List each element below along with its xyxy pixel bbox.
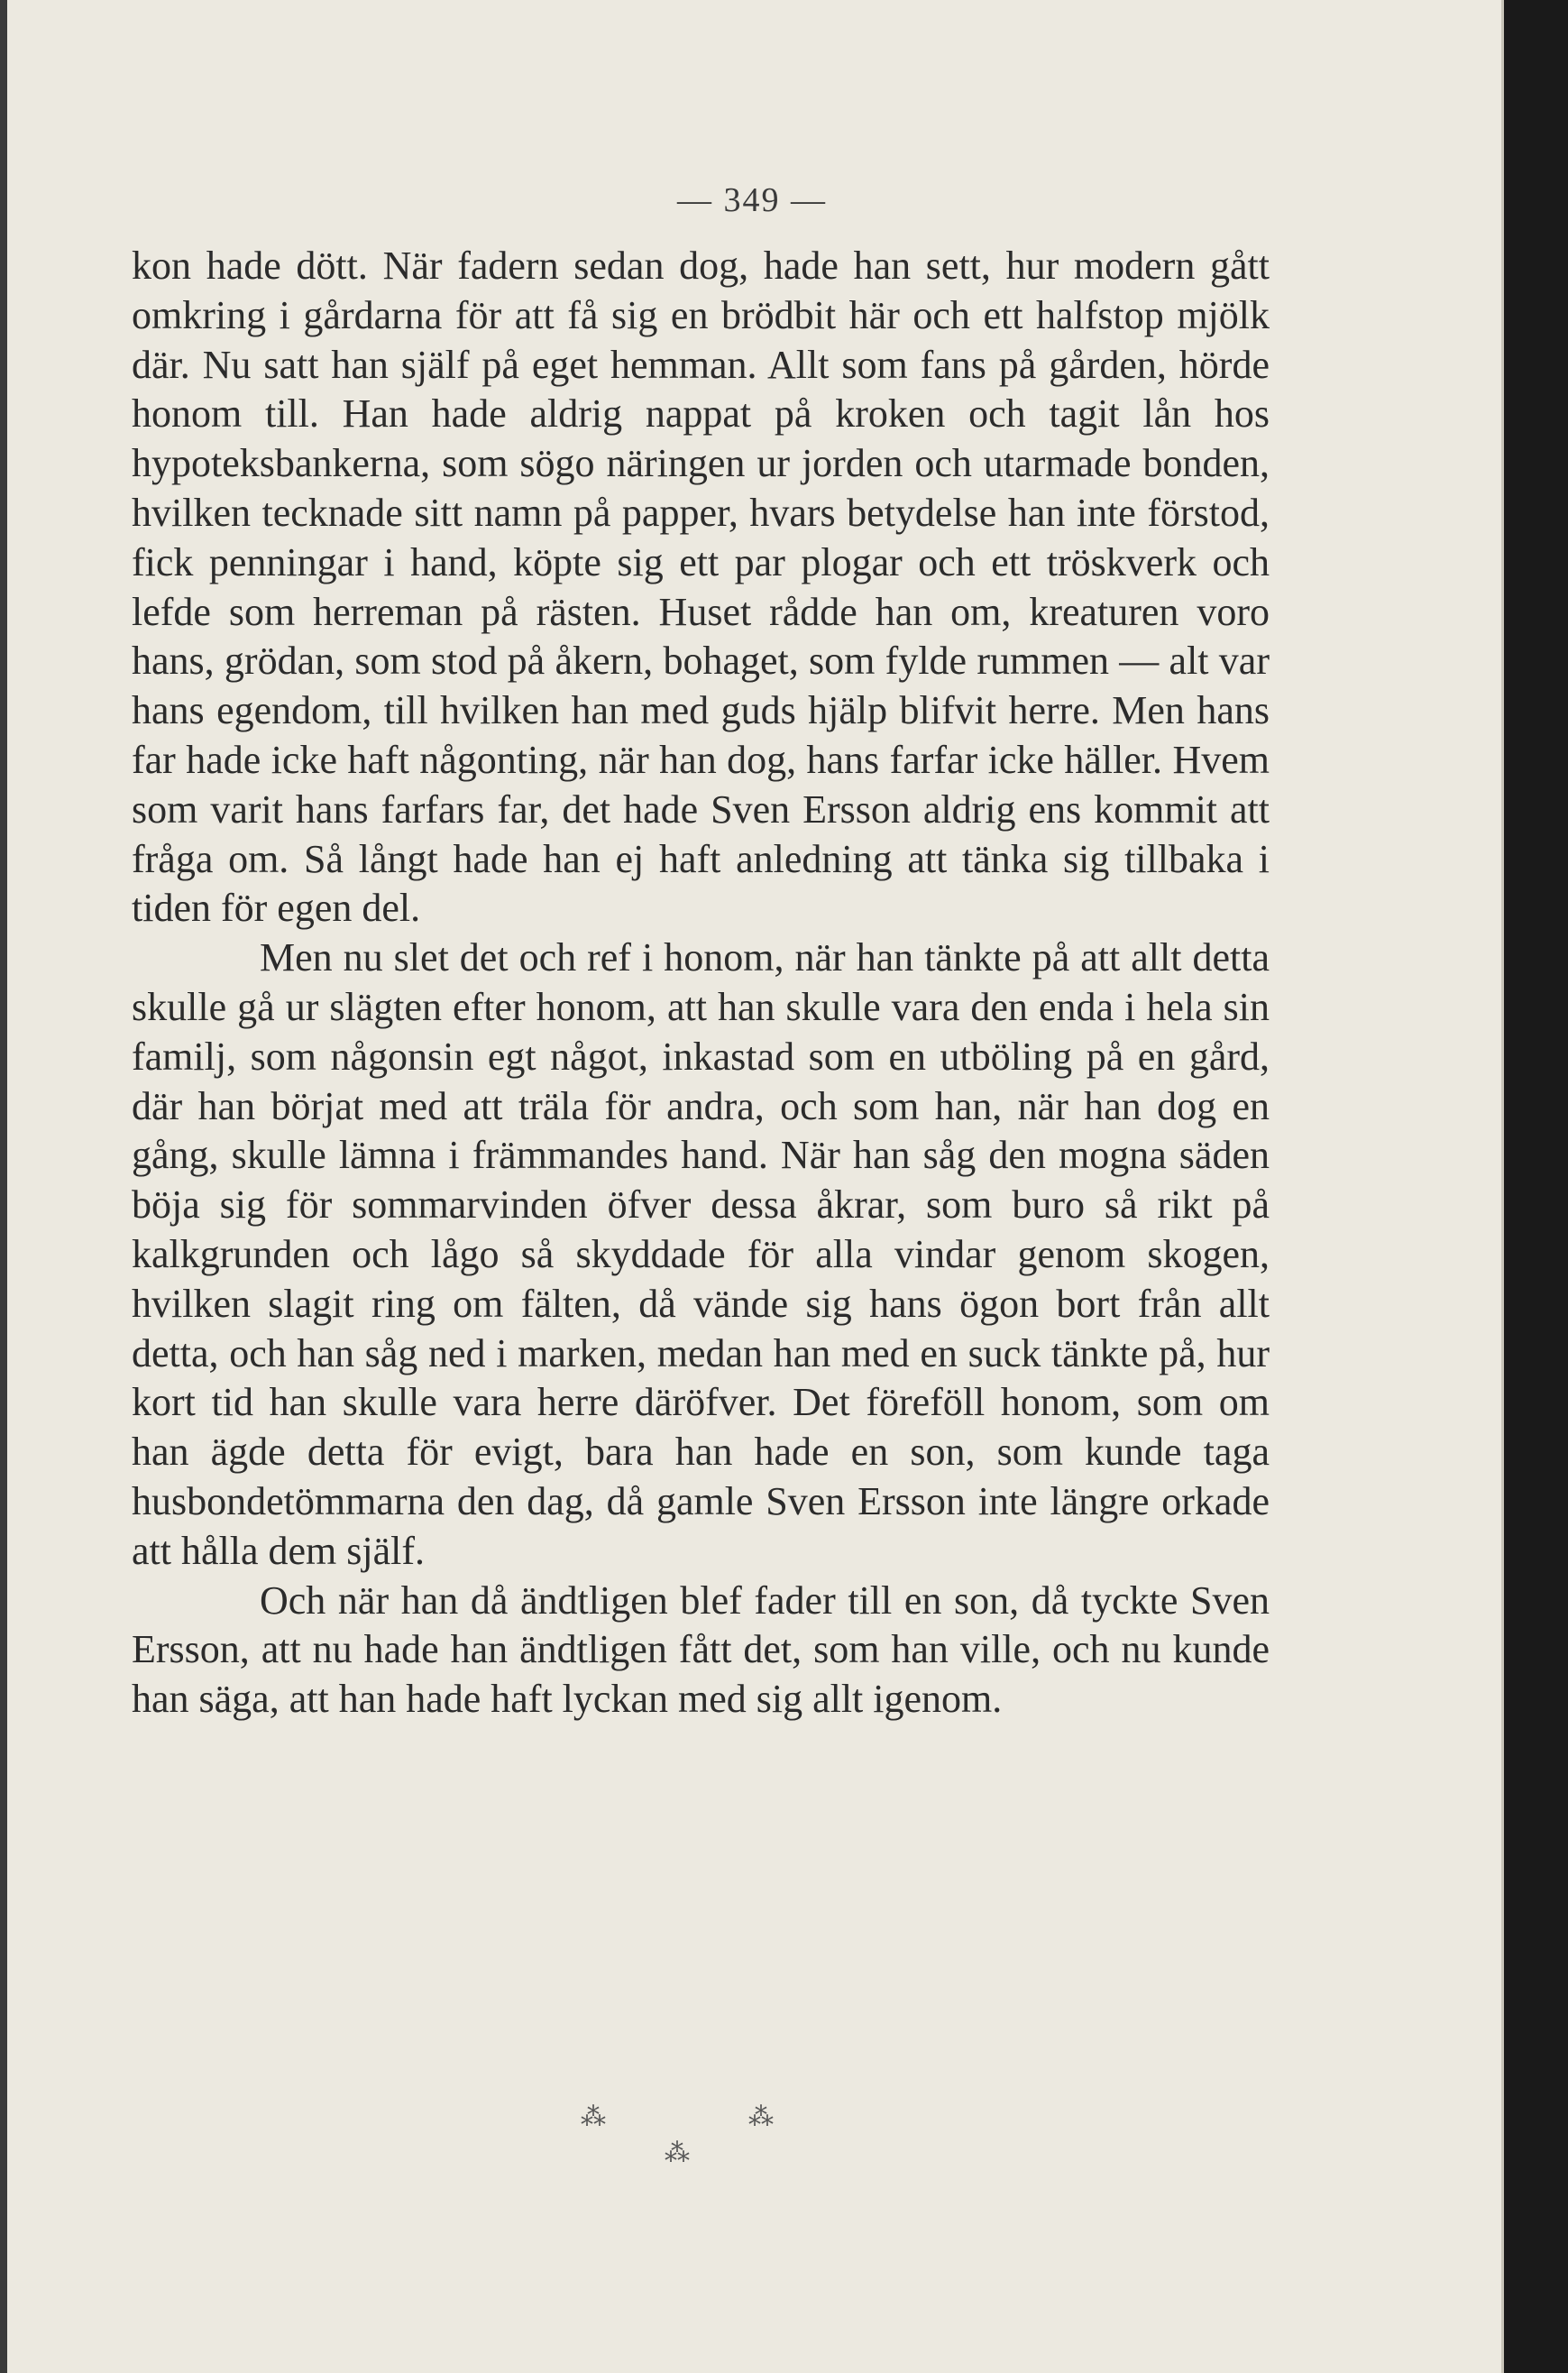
paragraph-3: Och när han då ändtligen blef fader till en son, då tyckte Sven Ersson, att nu hade han ändtligen fått det, som han ville, och nu kunde han säga, att han hade haft lyckan med sig allt igenom. bbox=[132, 1577, 1270, 1722]
asterism-mark: ⁂ bbox=[581, 2103, 606, 2131]
asterism-mark: ⁂ bbox=[665, 2139, 690, 2167]
body-text bbox=[132, 242, 1270, 1725]
paragraph-1: kon hade dött. När fadern sedan dog, hade han sett, hur modern gått omkring i gårdarna för att få sig en brödbit här och ett halfstop mjölk där. Nu satt han själf på eget hemman. Allt som fans på gården, hörde honom till. Han hade aldrig nappat på kroken och tagit lån hos hypoteksbankerna, som sögo näringen ur jorden och utarmade bonden, hvilken tecknade sitt namn på papper, hvars betydelse han inte förstod, fick penningar i hand, köpte sig ett par plogar och ett tröskverk och lefde som herreman på rästen. Huset rådde han om, kreaturen voro hans, grödan, som stod på åkern, bohaget, som fylde rummen — alt var hans egendom, till hvilken han med guds hjälp blifvit herre. Men hans far hade icke haft någonting, när han dog, hans farfar icke häller. Hvem som varit hans farfars far, det hade Sven Ersson aldrig ens kommit att fråga om. Så långt hade han ej haft anledning att tänka sig tillbaka i tiden för egen del. bbox=[132, 244, 1270, 931]
section-break bbox=[0, 2102, 1504, 2210]
paragraph-2: Men nu slet det och ref i honom, när han tänkte på att allt detta skulle gå ur slägten efter honom, att han skulle vara den enda i hela sin familj, som någonsin egt något, inkastad som en utböling på en gård, där han börjat med att träla för andra, och som han, när han dog en gång, skulle lämna i främmandes hand. När han såg den mogna säden böja sig för sommarvinden öfver dessa åkrar, som buro så rikt på kalkgrunden och lågo så skyddade för alla vindar genom skogen, hvilken slagit ring om fälten, då vände sig hans ögon bort från allt detta, och han såg ned i marken, medan han med en suck tänkte på, hur kort tid han skulle vara herre däröfver. Det föreföll honom, som om han ägde detta för evigt, bara han hade en son, som kunde taga husbondetömmarna den dag, då gamle Sven Ersson inte längre orkade att hålla dem själf. bbox=[132, 935, 1270, 1573]
asterism-mark: ⁂ bbox=[748, 2103, 774, 2131]
page-number: — 349 — bbox=[677, 181, 827, 219]
